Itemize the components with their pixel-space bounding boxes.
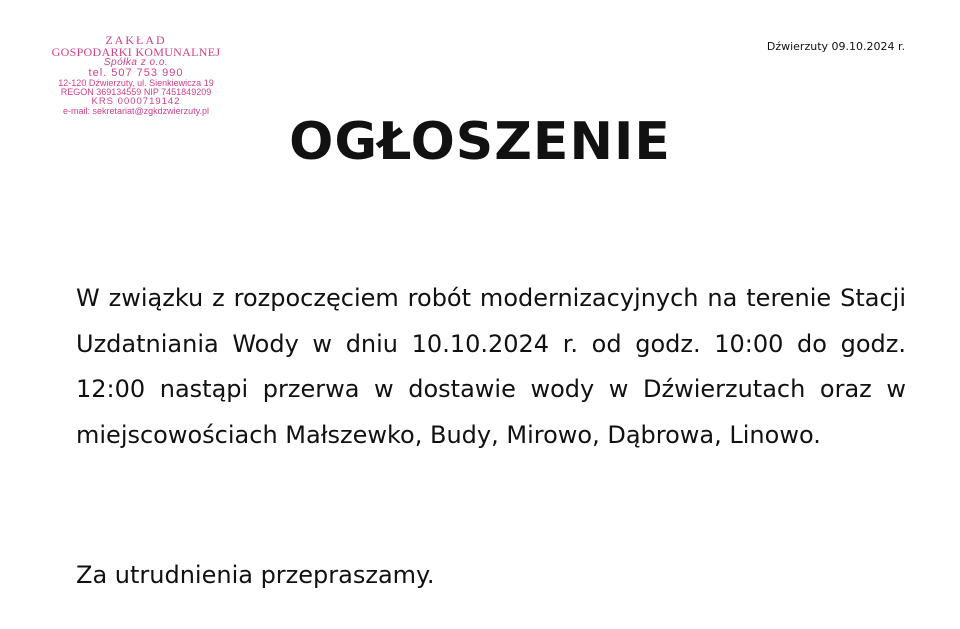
document-date: Dźwierzuty 09.10.2024 r. — [766, 40, 905, 53]
stamp-line-company: GOSPODARKI KOMUNALNEJ — [51, 45, 221, 59]
stamp-line-legal-form: Spółka z o.o. — [103, 57, 169, 68]
company-stamp — [38, 34, 234, 116]
closing-apology: Za utrudnienia przepraszamy. — [76, 561, 435, 589]
stamp-line-address: 12-120 Dźwierzuty, ul. Sienkiewicza 19 — [58, 78, 214, 88]
stamp-line-name: ZAKŁAD — [105, 33, 167, 47]
stamp-line-regon-nip: REGON 369134559 NIP 7451849209 — [60, 87, 212, 97]
stamp-line-email: e-mail: sekretariat@zgkdzwierzuty.pl — [62, 105, 209, 116]
document-title: OGŁOSZENIE — [289, 112, 671, 172]
stamp-line-krs: KRS 0000719142 — [91, 96, 181, 107]
announcement-body: W związku z rozpoczęciem robót modernizacyjnych na terenie Stacji Uzdatniania Wody w dniu 10.10.2024 r. od godz. 10:00 do godz. 12:00 nastąpi przerwa w dostawie wody w Dźwierzutach oraz w miejscowościach Małszewko, Budy, Mirowo, Dąbrowa, Linowo. — [76, 284, 906, 449]
stamp-line-phone: tel. 507 753 990 — [88, 67, 184, 79]
